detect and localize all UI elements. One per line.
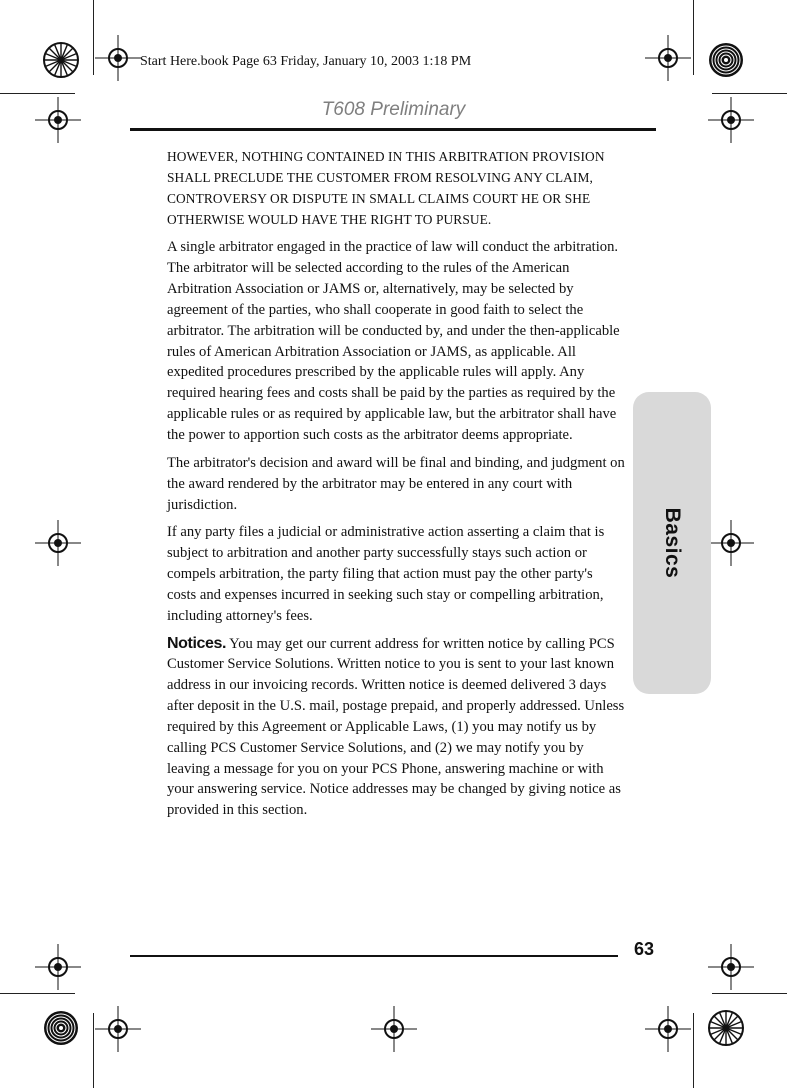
starburst-target-icon — [707, 1009, 745, 1047]
crop-line — [712, 93, 787, 94]
registration-mark-icon — [35, 944, 81, 990]
concentric-target-icon — [42, 1009, 80, 1047]
decision-paragraph: The arbitrator's decision and award will be final and binding, and judgment on the award rendered by the arbitrator may be entered in any court with jurisdiction. — [167, 454, 625, 513]
registration-mark-icon — [645, 35, 691, 81]
crop-line — [693, 0, 694, 75]
section-tab-label: Basics — [661, 507, 684, 579]
notices-text: You may get our current address for written notice by calling PCS Customer Service Solutions. Written notice to you is sent to your last known address in our invoicing records. Written notice is deemed delivered 3 days after deposit in the U.S. mail, postage prepaid, and properly addressed. Unless required by this Agreement or Applicable Laws, (1) you may notify us by calling PCS Customer Service Solutions, and (2) we may notify you by leaving a message for you on your PCS Phone, answering machine or with your answering service. Notice addresses may be changed by giving notice as provided in this section. — [167, 635, 625, 819]
judicial-action-paragraph: If any party files a judicial or administrative action asserting a claim that is subject to arbitration and another party successfully stays such action or compels arbitration, the party filing that action must pay the other party's costs and expenses incurred in seeking such stay or compelling arbitration, including attorney's fees. — [167, 524, 605, 624]
crop-line — [0, 93, 75, 94]
registration-mark-icon — [371, 1006, 417, 1052]
footer-rule — [130, 955, 618, 957]
crop-line — [712, 993, 787, 994]
registration-mark-icon — [645, 1006, 691, 1052]
body-text — [167, 147, 625, 828]
notices-heading: Notices. — [167, 634, 227, 652]
registration-mark-icon — [95, 35, 141, 81]
page-number: 63 — [634, 939, 655, 959]
registration-mark-icon — [35, 520, 81, 566]
registration-mark-icon — [708, 520, 754, 566]
starburst-target-icon — [42, 41, 80, 79]
book-info-line: Start Here.book Page 63 Friday, January 10, 2003 1:18 PM — [140, 54, 472, 69]
notices-paragraph — [167, 634, 625, 822]
crop-line — [0, 993, 75, 994]
concentric-target-icon — [707, 41, 745, 79]
arbitrator-paragraph: A single arbitrator engaged in the practice of law will conduct the arbitration. The arbitrator will be selected according to the rules of the American Arbitration Association or JAMS or, alternatively, may be selected by agreement of the parties, who shall cooperate in good faith to select the arbitrator. The arbitration will be conducted by, and under the then-applicable rules of American Arbitration Association or JAMS, as applicable. All expedited procedures prescribed by the applicable rules will apply. Any required hearing fees and costs shall be paid by the parties as required by the applicable rules or as required by applicable law, but the arbitrator shall have the power to apportion such costs as the arbitrator deems appropriate. — [167, 239, 620, 443]
crop-line — [693, 1013, 694, 1088]
crop-line — [93, 1013, 94, 1088]
registration-mark-icon — [95, 1006, 141, 1052]
header-rule — [130, 128, 656, 131]
registration-mark-icon — [708, 944, 754, 990]
crop-line — [93, 0, 94, 75]
running-head: T608 Preliminary — [321, 99, 466, 120]
arbitration-caps-paragraph: HOWEVER, NOTHING CONTAINED IN THIS ARBITRATION PROVISION SHALL PRECLUDE THE CUSTOMER FROM RESOLVING ANY CLAIM, CONTROVERSY OR DISPUTE IN SMALL CLAIMS COURT HE OR SHE OTHERWISE WOULD HAVE THE RIGHT TO PURSUE. — [167, 149, 605, 227]
